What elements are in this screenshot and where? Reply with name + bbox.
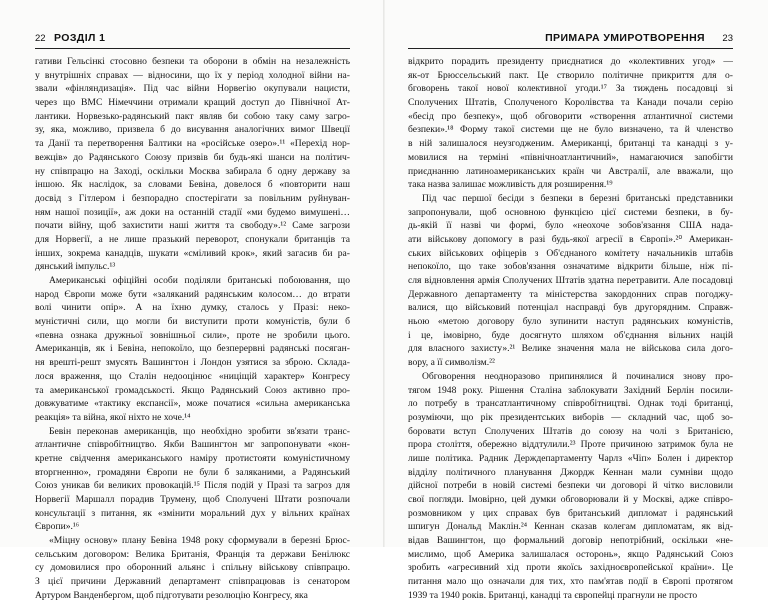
text-line: «Міцну основу» плану Бевіна 1948 року сформували в березні Брюс- xyxy=(49,535,350,547)
text-line: З цієї причини Державний департамент співпрацював із сенатором xyxy=(35,576,350,588)
text-line: Обговорення неодноразово припинялися й починалися знову про- xyxy=(422,370,733,382)
text-line: Державного департаменту та міністерства закордонних справ погоджу- xyxy=(408,288,733,300)
text-line: для Норвегії, а не лише празький переворот, спонукали британців та xyxy=(35,233,350,245)
text-line: прора століття, обережно віддтулили.²³ Проте причиною затримок була не xyxy=(408,439,733,451)
text-line: лантики. Норвезько-радянський пакт являв би собою таку саму загро- xyxy=(35,110,350,122)
text-line: Бевін переконав американців, що необхідно зробити зв'язати транс- xyxy=(49,425,350,437)
text-line: розмовником у цих справах був британський дипломат і радянський xyxy=(408,507,733,519)
text-line: непокоїло, що таке зобов'язання означатиме відкрити більше, ніж пі- xyxy=(408,261,733,273)
text-line: іншою. Як наслідок, за словами Бевіна, довелося б «повторити наш xyxy=(35,179,350,191)
body-text xyxy=(408,55,733,603)
text-line: валися, що військовий потенціал насправді був другорядним. Справж- xyxy=(408,302,733,314)
text-line: і це, імовірно, буде досягнуто шляхом об'єднання вільних націй xyxy=(408,329,733,341)
text-line: боровати вступ Сполучених Штатів до союзу на чолі з Британією, xyxy=(408,425,733,437)
text-line: дійсної потреби в новій системі безпеки чи договорі й чітко висловили xyxy=(408,480,733,492)
text-line: консультації з питання, як «змінити моральний дух у вільних країнах xyxy=(35,507,350,519)
text-line: кретне свідчення американського наміру протистояти комуністичному xyxy=(35,452,350,464)
text-line: ня врешті-решт змусять Вашингтон і Лондон узятися за зброю. Склада- xyxy=(35,357,350,369)
text-line: народ Європи може бути «заляканий радянським колосом… до втрати xyxy=(35,288,350,300)
header-rule xyxy=(35,48,350,49)
text-line: відав Вашингтон, що формальний договір непотрібний, оскільки «не- xyxy=(408,535,733,547)
header-rule xyxy=(408,48,733,49)
text-line: відкрито порадить президенту приєднатися до «колективних угод» — xyxy=(408,56,733,67)
text-line: 1939 та 1940 років. Британці, канадці та європейці прагнули не просто xyxy=(408,589,698,601)
text-line: сельським договором: Велика Британія, Франція та держави Бенілюкс xyxy=(35,548,350,560)
text-line: «певна ознака дружньої зовнішньої сили», проте не зробили цього. xyxy=(35,329,350,341)
text-line: реакція» та війна, якої ніхто не хоче.¹⁴ xyxy=(35,411,191,423)
text-line: муністичні сили, що могли би виступити проти комуністів, були б xyxy=(35,316,350,328)
text-line: вторгненню», громадяни Європи не були б заляканими, а Радянський xyxy=(35,466,350,478)
running-head: РОЗДІЛ 1 xyxy=(54,32,106,44)
text-line: розуміючи, що рік президентських виборів — складний час, щоб зо- xyxy=(408,411,733,423)
text-line: досвід з Гітлером і безпорадно спостерігати за повільним руйнуван- xyxy=(35,192,350,204)
text-line: в ній залишалося неузгодженим. Американці, британці та канадці з у- xyxy=(408,138,733,150)
text-line: атлантичне співробітництво. Якби Вашингтон мг запропонувати «кон- xyxy=(35,439,350,451)
text-line: почати війну, щоб захистити наші життя та свободу».¹² Саме загрози xyxy=(35,220,350,232)
text-line: вежців» до Радянського Союзу призвів би будь-які шанси на політич- xyxy=(35,151,350,163)
text-line: звали «фінляндизація». Під час війни Норвегію окупували нацисти, xyxy=(35,83,350,95)
text-line: запропонували, щоб основною функцією цієї системи безпеки, в бу- xyxy=(408,206,733,218)
text-line: гативи Гельсінкі стосовно безпеки та оборони в обмін на незалежність xyxy=(35,56,350,67)
text-line: ло потребу в трансатлантичному співробітництві. Однак тоді британці, xyxy=(408,398,733,410)
text-line: ати військову допомогу в разі будь-якої агресії в Європі».²⁰ Американ- xyxy=(408,233,733,245)
text-line: дянський імпульс.¹³ xyxy=(35,261,116,273)
text-line: ням нашої позиції», аж доки на останній стадії «ми будемо вимушені… xyxy=(35,206,350,218)
text-line: довжуватиме «тактику експансії», може початися «сильна американська xyxy=(35,398,350,410)
text-line: ньою «метою договору було зупинити наступ радянських комуністів, xyxy=(408,316,733,328)
text-line: лося враження, що Сталін недооцінює «ниціщій характер» Конгресу xyxy=(35,370,350,382)
text-line: Американські офіційні особи поділяли британські побоювання, що xyxy=(49,275,350,286)
text-line: безпеки».¹⁸ Форму такої системи ще не було визначено, та й членство xyxy=(408,124,733,136)
text-line: свої погляди. Імовірно, цей думки обговорювали й у Москві, адже співро- xyxy=(408,494,733,505)
text-line: для власного захисту».²¹ Велике значення мала не військова сила дого- xyxy=(408,343,733,355)
text-line: зу, яка, можливо, призвела б до висування аналогічних вимог Швеції xyxy=(35,124,350,136)
page-number: 23 xyxy=(722,33,733,44)
text-line: зробить «агресивний хід проти якоїсь західноєвропейської країни». Це xyxy=(408,562,733,574)
right-page xyxy=(384,0,768,601)
text-line: відділу політичного планування Джордж Кеннан мали сумніви щодо xyxy=(408,466,733,478)
text-line: Сполучених Штатів, Сполученого Королівства та Канади почали серію xyxy=(408,97,733,109)
text-line: Союз уникав би великих провокацій.¹⁵ Після подій у Празі та загроз для xyxy=(35,480,350,492)
text-line: вору, а її символізм.²² xyxy=(408,357,495,369)
text-line: тягом 1948 року. Рішення Сталіна заблокувати Західний Берлін посили- xyxy=(408,384,733,396)
text-line: така назва залишає можливість для розширення.¹⁹ xyxy=(408,179,613,191)
text-line: ських військових офіцерів з Об'єднаного комітету начальників штабів xyxy=(408,247,733,259)
text-line: дь-якій її назві чи формі, було «неохоче зобов'язання США нада- xyxy=(408,220,733,232)
text-line: «бесід про безпеку», щоб обговорити «створення атлантичної системи xyxy=(408,110,733,122)
text-line: Норвегії Маршалл порадив Трумену, щоб Сполучені Штати розпочали xyxy=(35,494,350,505)
body-text xyxy=(35,55,350,603)
text-line: мовилися на терміні «північноатлантичний», намагаючися запобігти xyxy=(408,151,733,163)
text-line: лише політика. Радник Держдепартаменту Чарлз «Чіп» Болен і директор xyxy=(408,452,733,464)
text-line: су домовилися про оборонний альянс і спільну військову співпрацю. xyxy=(35,562,350,574)
text-line: та американської громадськості. Якщо Радянський Союз активно про- xyxy=(35,384,350,396)
text-line: інших, зокрема канадців, шукати «сміливий крок», який загасив би ра- xyxy=(35,247,350,259)
text-line: мислимо, щоб Америка залишалася осторонь», якщо Радянський Союз xyxy=(408,548,733,560)
text-line: волі чинити опір». А на їхню думку, сталось у Празі: неко- xyxy=(35,302,350,314)
text-line: через що ВМС Німеччини отримали кращий доступ до Північної Ат- xyxy=(35,97,350,109)
text-line: та Данії та перетворення Балтики на «російське озеро».¹¹ «Перехід нор- xyxy=(35,138,350,150)
text-line: у внутрішніх справах — відносини, що їх у період холодної війни на- xyxy=(35,69,350,81)
text-line: Артуром Ванденбергом, щоб підготувати резолюцію Конгресу, яка xyxy=(35,589,308,601)
running-head: ПРИМАРА УМИРОТВОРЕННЯ xyxy=(545,32,705,44)
text-line: питання мало що означали для тих, хто пам'ятав події в Європі протягом xyxy=(408,576,733,588)
text-line: Під час першої бесіди з безпеки в березні британські представники xyxy=(422,192,733,204)
text-line: шпигун Дональд Маклін.²⁴ Кеннан сказав колегам дипломатам, як від- xyxy=(408,521,733,533)
text-line: Європи».¹⁶ xyxy=(35,521,80,533)
text-line: бговорень такої нової колективної угоди.¹⁷ За тиждень посадовці зі xyxy=(408,83,733,95)
text-line: сля відновлення армія Сполучених Штатів здатна перетравити. Але посадовці xyxy=(408,275,733,286)
text-line: ну співпрацю на Заході, оскільки Москва забирала б одну державу за xyxy=(35,165,350,177)
text-line: приєднанню латиноамериканських країн чи Австралії, але вважали, що xyxy=(408,165,733,177)
text-line: як-от Брюссельський пакт. Це створило політичне прикриття для о- xyxy=(408,69,733,81)
page-number: 22 xyxy=(35,33,46,44)
text-line: Американців, як і Бевіна, непокоїло, що безперервні радянські посяган- xyxy=(35,343,350,355)
left-page xyxy=(0,0,384,601)
